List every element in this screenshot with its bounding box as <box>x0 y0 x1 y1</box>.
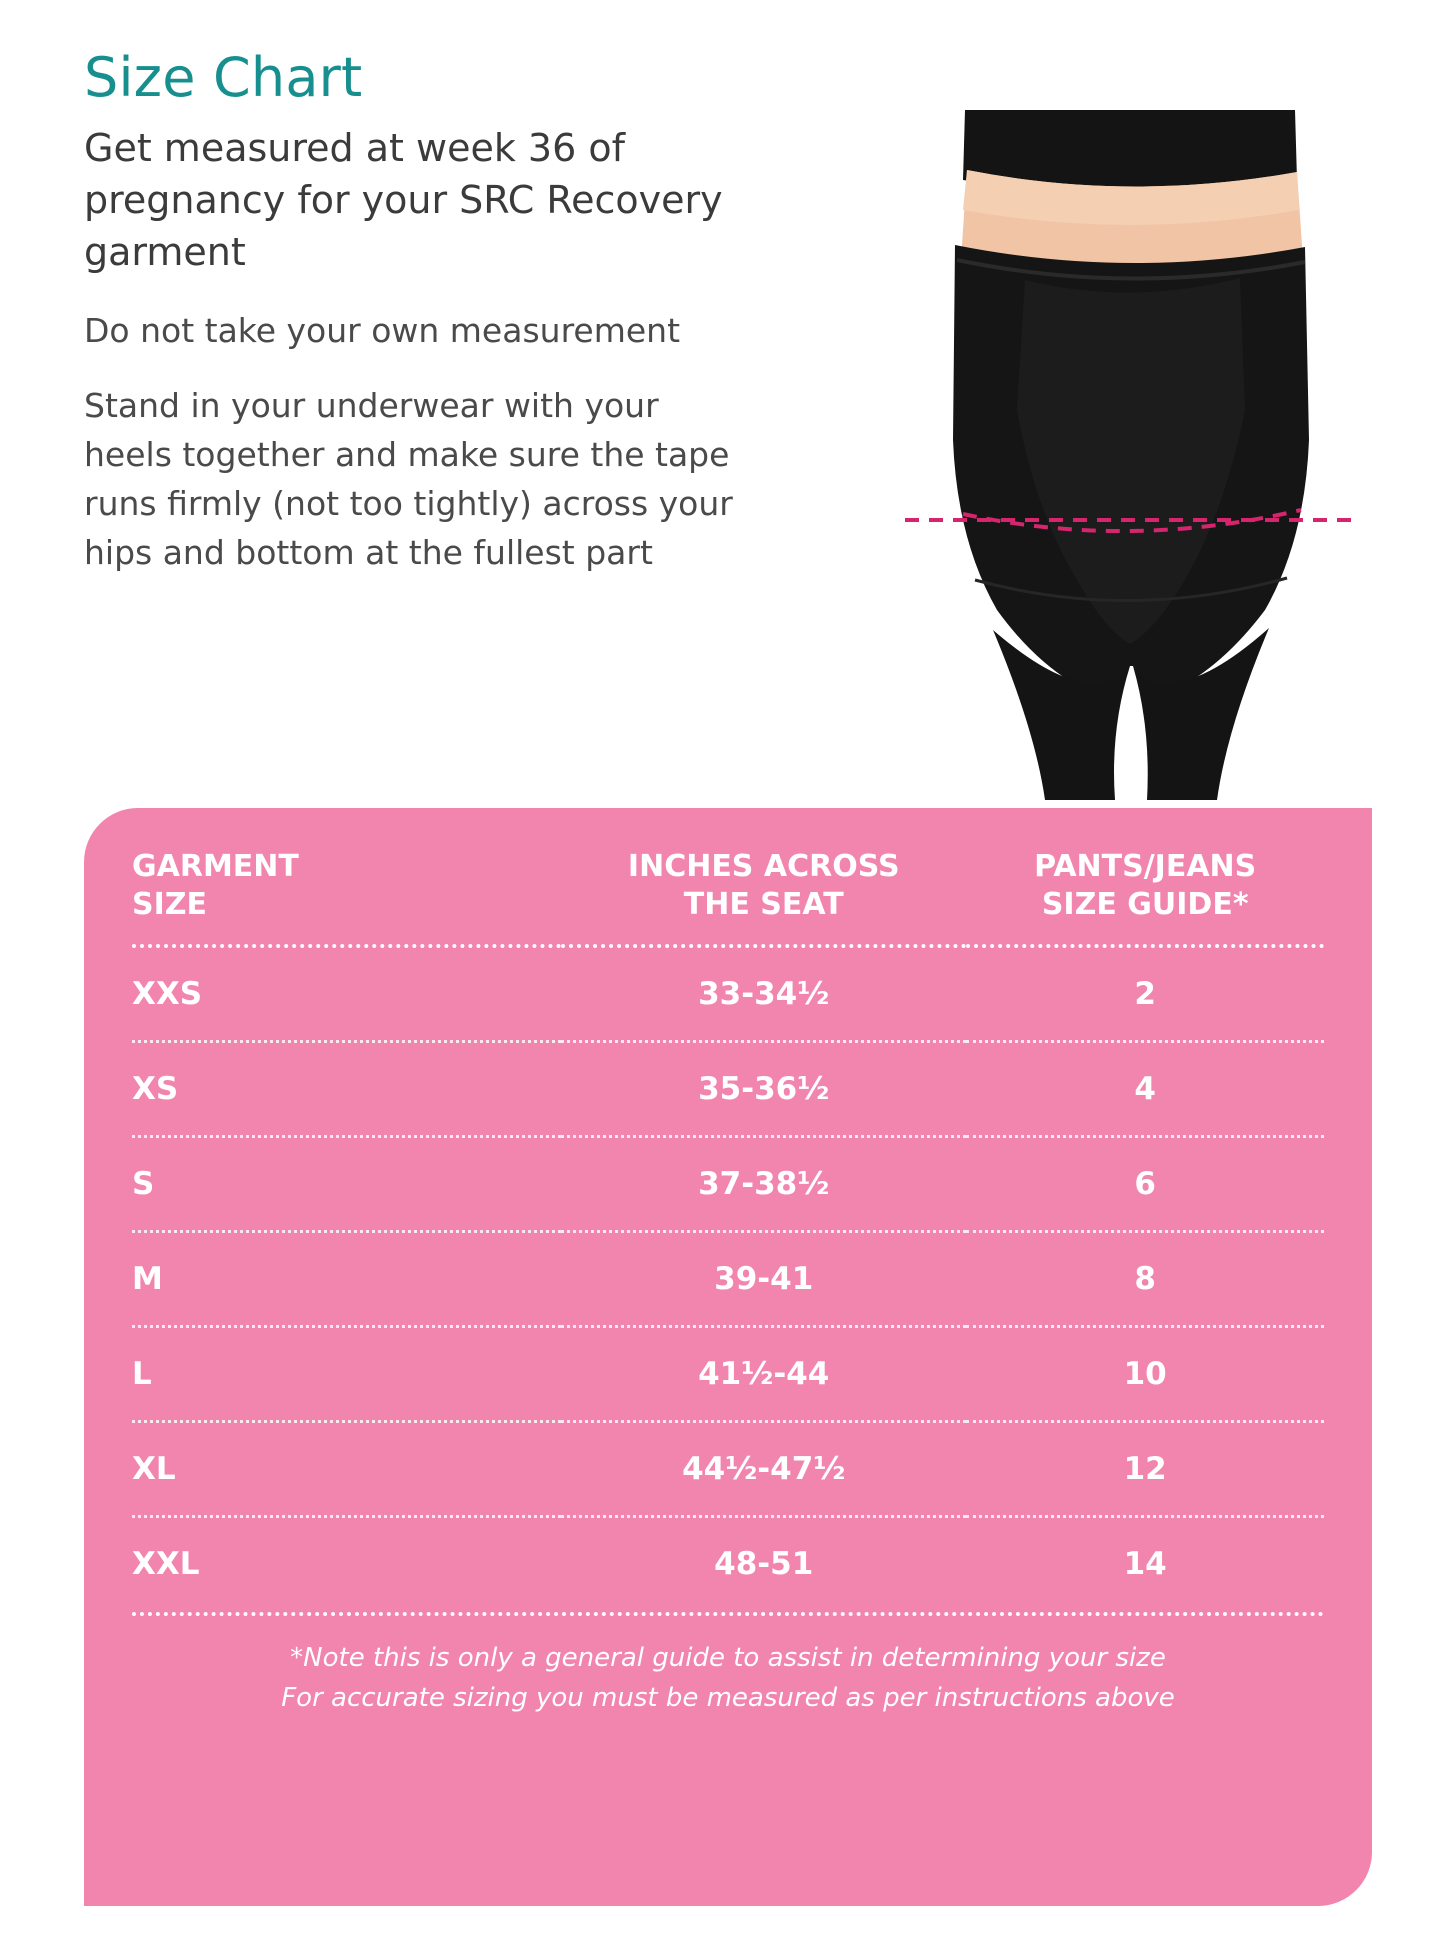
table-row <box>132 1042 1324 1137</box>
cell-inches: 39-41 <box>561 1232 966 1327</box>
cell-garment-size: XS <box>132 1042 561 1137</box>
cell-pants-size: 8 <box>966 1232 1324 1327</box>
column-header-pants-line2: SIZE GUIDE* <box>1041 887 1249 922</box>
column-header-inches-across-seat <box>561 848 966 946</box>
column-header-garment-size <box>132 848 561 946</box>
page-subtitle: Get measured at week 36 of pregnancy for your SRC Recovery garment <box>84 126 723 274</box>
cell-pants-size: 10 <box>966 1327 1324 1422</box>
cell-inches: 35-36½ <box>561 1042 966 1137</box>
cell-inches: 48-51 <box>561 1517 966 1611</box>
cell-pants-size: 14 <box>966 1517 1324 1611</box>
cell-pants-size: 4 <box>966 1042 1324 1137</box>
column-header-pants-jeans-size-guide <box>966 848 1324 946</box>
size-table-card <box>84 808 1372 1906</box>
cell-garment-size: M <box>132 1232 561 1327</box>
cell-garment-size: S <box>132 1137 561 1232</box>
table-row <box>132 1422 1324 1517</box>
page-title: Size Chart <box>84 46 363 109</box>
cell-pants-size: 12 <box>966 1422 1324 1517</box>
cell-inches: 41½-44 <box>561 1327 966 1422</box>
column-header-inches-line1: INCHES ACROSS <box>627 849 900 884</box>
table-row <box>132 946 1324 1042</box>
note-divider <box>132 1612 1324 1616</box>
column-header-garment-size-line2: SIZE <box>132 887 208 922</box>
cell-inches: 44½-47½ <box>561 1422 966 1517</box>
cell-garment-size: XXS <box>132 946 561 1042</box>
footnote <box>132 1638 1324 1718</box>
footnote-line-2: For accurate sizing you must be measured as per instructions above <box>281 1683 1175 1713</box>
table-row <box>132 1232 1324 1327</box>
size-table <box>132 848 1324 1610</box>
column-header-inches-line2: THE SEAT <box>683 887 844 922</box>
model-photo <box>905 110 1355 800</box>
column-header-pants-line1: PANTS/JEANS <box>1034 849 1257 884</box>
column-header-garment-size-line1: GARMENT <box>132 849 299 884</box>
cell-garment-size: XL <box>132 1422 561 1517</box>
cell-inches: 37-38½ <box>561 1137 966 1232</box>
cell-inches: 33-34½ <box>561 946 966 1042</box>
intro-text-block <box>84 48 884 603</box>
cell-pants-size: 6 <box>966 1137 1324 1232</box>
instruction-paragraph-1: Do not take your own measurement <box>84 311 681 350</box>
cell-garment-size: L <box>132 1327 561 1422</box>
table-row <box>132 1327 1324 1422</box>
instruction-paragraph-2: Stand in your underwear with your heels together and make sure the tape runs firmly (not too tightly) across your hips and bottom at the fullest part <box>84 386 733 572</box>
table-row <box>132 1137 1324 1232</box>
cell-pants-size: 2 <box>966 946 1324 1042</box>
table-row <box>132 1517 1324 1611</box>
cell-garment-size: XXL <box>132 1517 561 1611</box>
footnote-line-1: *Note this is only a general guide to assist in determining your size <box>290 1643 1166 1673</box>
